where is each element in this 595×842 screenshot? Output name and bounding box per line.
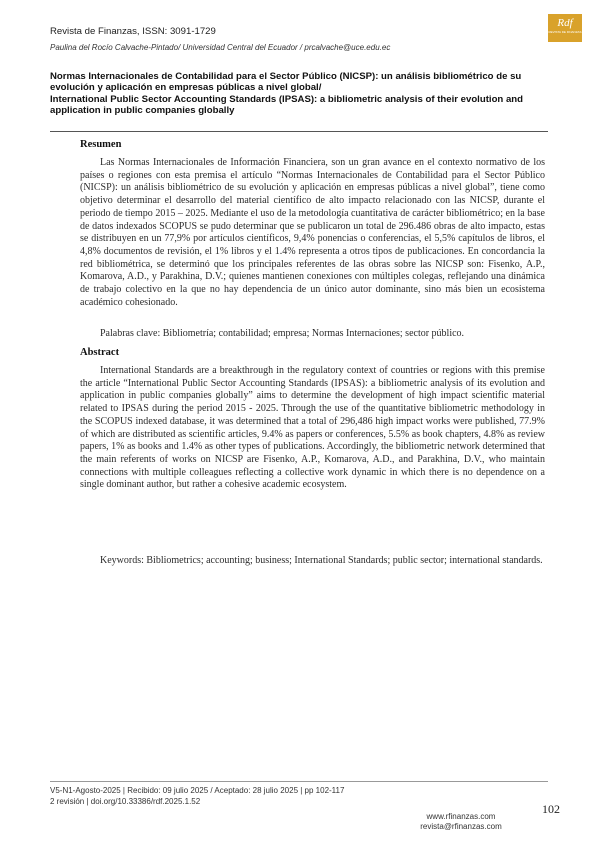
resumen-paragraph: Las Normas Internacionales de Información Financiera, son un gran avance en el contexto normativo de los países o regiones con esta premisa el artículo “Normas Internacionales de Contabilidad para el Sector Público (NICSP): un análisis bibliométrico de su evolución y aplicación en empresas públicas a nivel global”, tiene como objetivo determinar el desarrollo del material científico de alto impacto relacionado con las NICSP, durante el periodo de tiempo 2015 – 2025. Mediante el uso de la metodología cuantitativa de carácter bibliométrico; en la base de datos indexados SCOPUS se pudo determinar que se publicaron un total de 296.486 obras de alto impacto, estas se distribuyen en un 77,9% por artículos científicos, 9,4% ponencias o conferencias, el 5,5% capítulos de libros, el 4,8% documentos de revisión, el 1% libros y el 1.4% representa a otros tipos de publicaciones. En concordancia la red bibliométrica, se determinó que los principales referentes de las obras sobre las NICSP son: Fisenko, A.P., Komarova, A.D., y Parakhina, D.V.; quienes mantienen conexiones con múltiples colegas, reflejando una dinámica de trabajo colectivo en la que no hay dependencia de un único autor dominante, sino más bien un ecosistema académico cohesionado. <box>80 157 545 308</box>
abstract-paragraph: International Standards are a breakthrough in the regulatory context of countries or regions with this premise the article “International Public Sector Accounting Standards (IPSAS): a bibliometric analysis of its evolution and application in public companies globally” aims to determine the development of high impact scientific material related to IPSAS during the period 2015 - 2025. Through the use of the quantitative bibliometric methodology in the SCOPUS indexed database, it was determined that a total of 296,486 high impact works were published, 77.9% of which are distributed as scientific articles, 9.4% as papers or conferences, 5.5% as book chapters, 4.8% as review papers, 1% as books and 1.4% as other types of publications. Accordingly, the bibliometric network determined that the main referents of works on NICSP are Fisenko, A.P., Komarova, A.D., and Parakhina, D.V., who maintain connections with multiple colleagues reflecting a collective work dynamic in which there is no dependence on a single dominant author, but rather a cohesive academic ecosystem. <box>80 365 545 491</box>
logo-subtitle: REVISTA DE FINANZAS <box>548 30 582 34</box>
article-title-es: Normas Internacionales de Contabilidad para el Sector Público (NICSP): un análisis bibliométrico de su evolución y aplicación en empresas públicas a nivel global/ <box>50 71 522 94</box>
footer-issue-info: V5-N1-Agosto-2025 | Recibido: 09 julio 2025 / Aceptado: 28 julio 2025 | pp 102-117 <box>50 786 345 795</box>
header-divider <box>50 131 548 132</box>
footer-email[interactable]: revista@rfinanzas.com <box>420 822 502 831</box>
resumen-heading: Resumen <box>80 139 122 150</box>
palabras-clave: Palabras clave: Bibliometría; contabilidad; empresa; Normas Internaciones; sector público. <box>100 328 465 339</box>
journal-title: Revista de Finanzas, ISSN: 3091-1729 <box>50 26 216 37</box>
footer-doi[interactable]: 2 revisión | doi.org/10.33386/rdf.2025.1.52 <box>50 797 201 806</box>
journal-logo <box>548 14 582 42</box>
keywords: Keywords: Bibliometrics; accounting; business; International Standards; public sector; international standards. <box>100 555 543 566</box>
article-title <box>50 71 548 116</box>
logo-mark: Rdf <box>557 17 573 29</box>
footer-website[interactable]: www.rfinanzas.com <box>426 812 496 821</box>
abstract-heading: Abstract <box>80 347 120 358</box>
author-affiliation: Paulina del Rocío Calvache-Pintado/ Universidad Central del Ecuador / prcalvache@uce.edu.ec <box>50 43 391 52</box>
article-title-en: International Public Sector Accounting Standards (IPSAS): a bibliometric analysis of their evolution and application in public companies globally <box>50 93 524 116</box>
footer-divider <box>50 781 548 782</box>
page-number: 102 <box>542 802 560 816</box>
